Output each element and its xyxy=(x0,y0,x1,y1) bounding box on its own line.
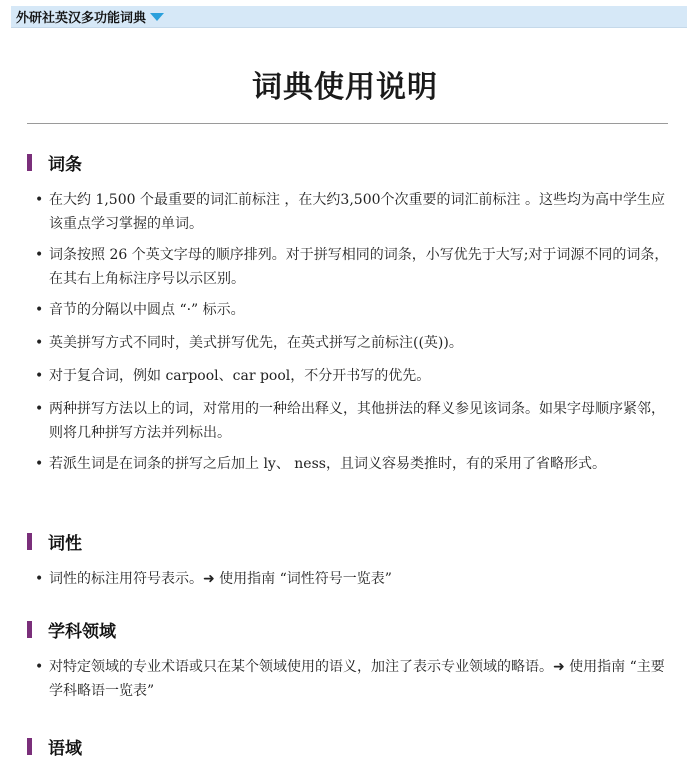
bullet: • xyxy=(35,401,44,417)
list-item xyxy=(27,243,675,291)
list-item-text: 词条按照 26 个英文字母的顺序排列。对于拼写相同的词条，小写优先于大写;对于词源不同的词条，在其右上角标注序号以示区别。 xyxy=(49,247,669,287)
list-item xyxy=(27,364,675,388)
list-item-text: 对于复合词，例如 carpool、car pool，不分开书写的优先。 xyxy=(49,368,431,384)
bullet: • xyxy=(35,368,44,384)
section-title: 词性 xyxy=(48,533,82,554)
entry-rules-list xyxy=(27,188,675,476)
list-item xyxy=(27,298,675,322)
dropdown-arrow-icon[interactable] xyxy=(150,13,164,21)
section-heading xyxy=(27,617,675,641)
section-marker xyxy=(27,154,32,171)
list-item xyxy=(27,452,675,476)
section-title: 词条 xyxy=(48,154,82,175)
section-heading xyxy=(27,150,675,174)
list-item-text: 若派生词是在词条的拼写之后加上 ly、 ness，且词义容易类推时，有的采用了省略形式。 xyxy=(49,456,606,472)
subject-rules-list xyxy=(27,655,675,703)
bullet: • xyxy=(35,335,44,351)
section-heading xyxy=(27,529,675,553)
dictionary-header-bar xyxy=(11,6,687,28)
list-item xyxy=(27,655,675,703)
list-item xyxy=(27,331,675,355)
section-marker xyxy=(27,533,32,550)
section-title: 语域 xyxy=(48,738,82,759)
section-heading xyxy=(27,734,675,758)
bullet: • xyxy=(35,571,44,587)
pos-rules-list xyxy=(27,567,675,591)
bullet: • xyxy=(35,659,44,675)
section-register xyxy=(27,734,675,758)
bullet: • xyxy=(35,302,44,318)
list-item xyxy=(27,397,675,445)
section-entries xyxy=(27,150,675,476)
bullet: • xyxy=(35,456,44,472)
list-item xyxy=(27,567,675,591)
bullet: • xyxy=(35,192,44,208)
list-item-text: 对特定领域的专业术语或只在某个领域使用的语义，加注了表示专业领域的略语。➜ 使用指南 “主要学科略语一览表” xyxy=(49,659,665,699)
page-title: 词典使用说明 xyxy=(252,70,438,105)
title-divider xyxy=(27,123,668,124)
section-subject-fields xyxy=(27,617,675,703)
list-item-text: 两种拼写方法以上的词，对常用的一种给出释义，其他拼法的释义参见该词条。如果字母顺序紧邻，则将几种拼写方法并列标出。 xyxy=(49,401,665,441)
bullet: • xyxy=(35,247,44,263)
list-item xyxy=(27,188,675,236)
list-item-text: 英美拼写方式不同时，美式拼写优先，在英式拼写之前标注((英))。 xyxy=(49,335,463,351)
section-marker xyxy=(27,738,32,755)
app-name: 外研社英汉多功能词典 xyxy=(16,11,147,26)
list-item-text: 在大约 1,500 个最重要的词汇前标注 ，在大约3,500个次重要的词汇前标注 。这些均为高中学生应该重点学习掌握的单词。 xyxy=(49,192,665,232)
section-part-of-speech xyxy=(27,529,675,591)
list-item-text: 音节的分隔以中圆点 “·” 标示。 xyxy=(49,302,245,318)
section-title: 学科领域 xyxy=(48,621,116,642)
list-item-text: 词性的标注用符号表示。➜ 使用指南 “词性符号一览表” xyxy=(49,571,392,587)
section-marker xyxy=(27,621,32,638)
